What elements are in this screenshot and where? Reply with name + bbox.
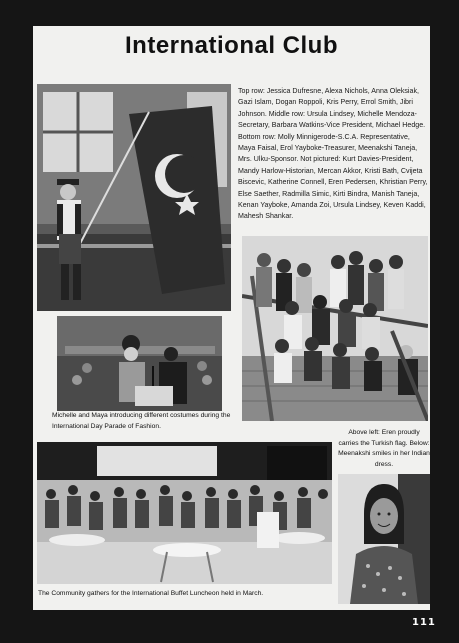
indian-dress-photo	[338, 474, 430, 604]
flag-dress-caption: Above left: Eren proudly carries the Turkish flag. Below: Meenakshi smiles in her Indian dress.	[338, 429, 430, 468]
fashion-caption: Michelle and Maya introducing different costumes during the International Day Parade of Fashion.	[52, 412, 231, 430]
group-photo	[242, 236, 428, 421]
flag-bearer-photo	[37, 84, 231, 311]
members-caption: Top row: Jessica Dufresne, Alexa Nichols, Anna Oleksiak, Gazi Islam, Dogan Roppoli, Kris Perry, Errol Smith, Jibri Johnson. Middle row: Ursula Lindsey, Michelle Mendoza-Secretary, Barbara Watkins-Vice President, Michael Hedge. Bottom row: Molly Minnigerode-S.C.A. Representative, Maya Faisal, Erol Yayboke-Treasurer, Meenakshi Taneja, Mrs. Ulku-Sponsor. Not pictured: Kurt Davies-President, Mandy Harlow-Historian, Mercan Akkor, Kristi Bath, Cvijeta Biscevic, Katherine Connell, Eren Pedersen, Khristian Perry, Else Saether, Radmilla Simic, Kirti Bindra, Manish Taneja, Kenan Yayboke, Amanda Zoi, Ursula Lindsey, Keven Kaddi, Mahesh Shankar.	[238, 87, 428, 221]
luncheon-caption: The Community gathers for the International Buffet Luncheon held in March.	[38, 590, 264, 597]
page-number: 111	[412, 617, 436, 628]
yearbook-page	[33, 26, 430, 610]
page-title: International Club	[125, 32, 338, 59]
buffet-luncheon-photo	[37, 442, 332, 584]
fashion-show-photo	[57, 316, 222, 411]
